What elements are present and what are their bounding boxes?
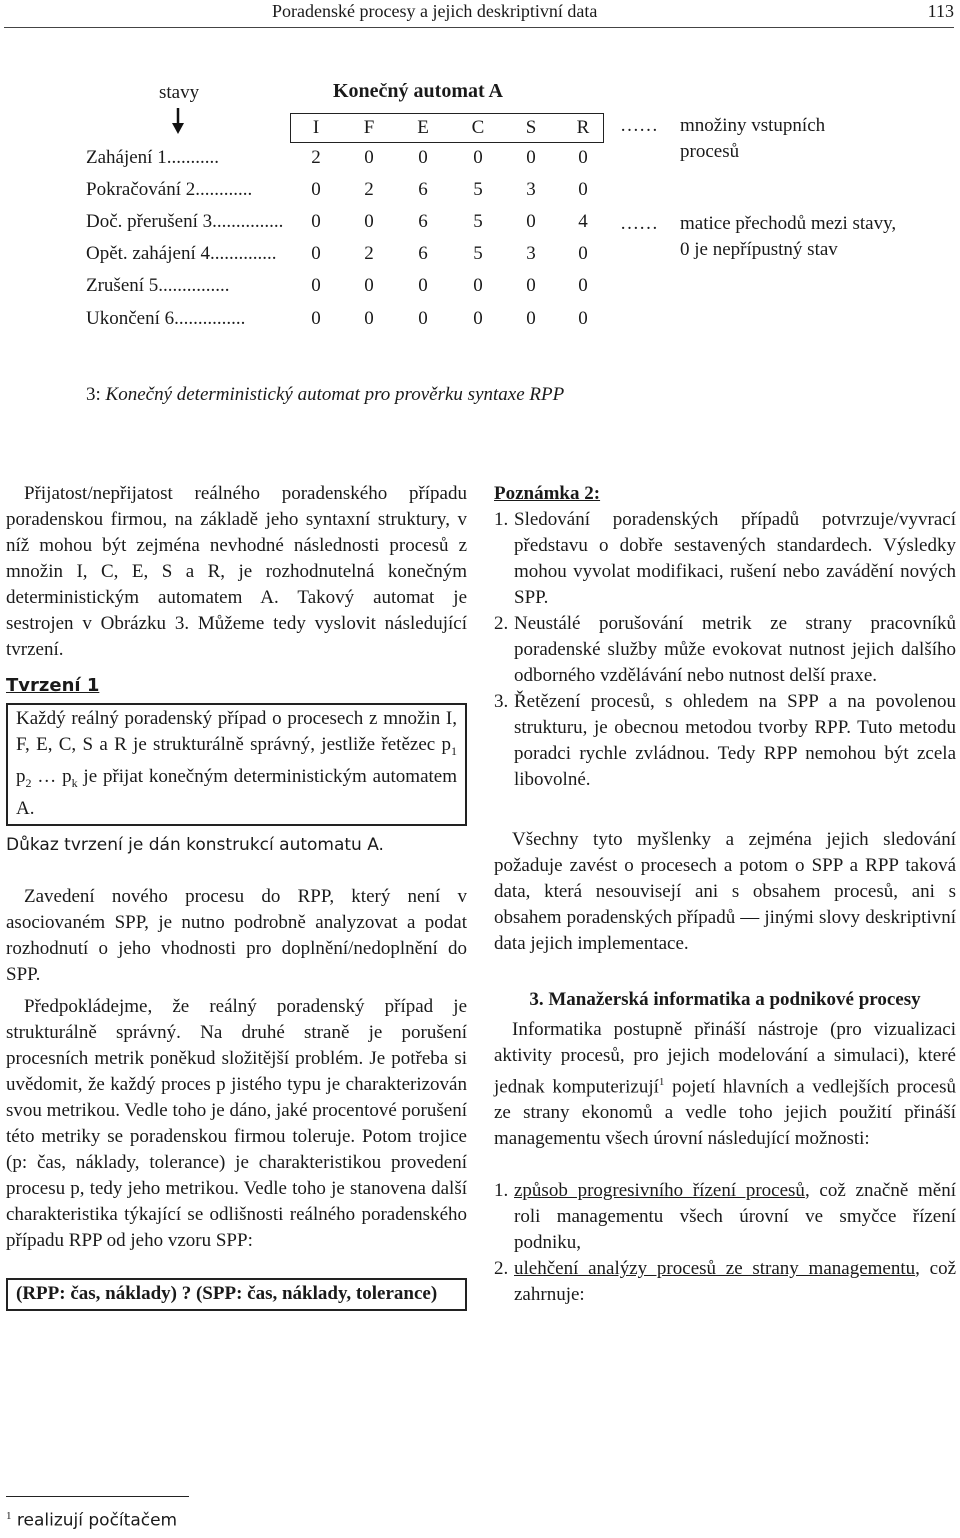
matrix-cell: 5: [473, 179, 483, 200]
matrix-cell: 5: [473, 211, 483, 232]
matrix-cell: 0: [526, 275, 536, 296]
footnote-rule: [6, 1496, 189, 1497]
subscript: 2: [25, 775, 32, 790]
footnote-number: 1: [6, 1510, 12, 1522]
matrix-cell: 5: [473, 243, 483, 264]
list-rest: , což zahrnuje:: [514, 1258, 957, 1306]
matrix-cell: 2: [364, 243, 374, 264]
caption-text: Konečný deterministický automat pro prověrku syntaxe RPP: [105, 384, 565, 405]
state-label: Pokračování 2............: [86, 179, 253, 200]
matrix-cell: 0: [473, 275, 483, 296]
formula-box: (RPP: čas, náklady) ? (SPP: čas, náklady, tolerance): [6, 1278, 467, 1311]
paragraph-text: pojetí hlavních a vedlejších procesů ze strany ekonomů a vedle toho jejich použití přináší managementu všech úrovní následující možnosti:: [494, 1076, 956, 1150]
matrix-cell: 0: [578, 275, 588, 296]
paragraph: [494, 1017, 956, 1152]
footnote-text: realizují počítačem: [16, 1510, 178, 1531]
list-text: Řetězení procesů, s ohledem na SPP a na povolenou strukturu, je obecnou metodou tvorby RPP. Tuto metodu poradci rychle zvládnou. Tedy RPP nemohou být zcela libovolné.: [514, 691, 956, 790]
footnote: [6, 1510, 177, 1531]
caption-number: 3:: [86, 384, 101, 405]
matrix-cell: 0: [473, 147, 483, 168]
matrix-cell: 2: [364, 179, 374, 200]
column-header: F: [363, 117, 375, 138]
subscript: k: [71, 775, 78, 790]
state-label: Opět. zahájení 4..............: [86, 243, 277, 264]
theorem-box: [6, 703, 467, 826]
matrix-cell: 0: [364, 275, 374, 296]
automaton-title: Konečný automat A: [333, 80, 503, 102]
matrix-cell: 3: [526, 179, 536, 200]
paragraph-text: Informatika postupně přináší nástroje (pro vizualizaci aktivity procesů, pro jejich modelování a simulaci), které jednak komputerizují: [494, 1019, 956, 1098]
matrix-cell: 0: [473, 308, 483, 329]
matrix-cell: 0: [526, 211, 536, 232]
list-text: Sledování poradenských případů potvrzuje/vyvrací představu o dobře sestavených standardech. Výsledky mohou vyvolat modifikaci, rušení nebo zavádění nových SPP.: [514, 509, 956, 608]
column-header: E: [417, 117, 429, 138]
note-dots: ……: [620, 115, 658, 136]
list-text: [514, 1256, 956, 1308]
theorem-text: … p: [31, 765, 72, 787]
matrix-cell: 0: [311, 179, 321, 200]
states-label: stavy: [159, 82, 200, 103]
paragraph: Všechny tyto myšlenky a zejména jejich sledování požaduje zavést o procesech a potom o SPP a RPP taková data, která nesouvisejí ani s obsahem procesů, ani s obsahem poradenských případů — jinými slovy deskriptivní data jejich implementace.: [494, 829, 956, 954]
list-item: [494, 1178, 956, 1256]
note-matrix: matice přechodů mezi stavy, 0 je nepřípustný stav: [680, 213, 897, 260]
underlined-term: ulehčení analýzy procesů ze strany managementu: [514, 1258, 916, 1280]
state-label: Zrušení 5...............: [86, 275, 230, 296]
list-item: [494, 507, 956, 611]
matrix-cell: 0: [418, 275, 428, 296]
underlined-term: způsob progresivního řízení procesů: [514, 1180, 805, 1202]
theorem: [6, 673, 467, 858]
paragraph: Předpokládejme, že reálný poradenský případ je strukturálně správný. Na druhé straně je porušení procesních metrik poněkud složitější problém. Je potřeba si uvědomit, že každý proces p jistého typu je charakterizován svou metrikou. Vedle toho je dáno, jaké procentové porušení této metriky se poradenskou firmou toleruje. Potom trojice (p: čas, náklady, tolerance) je charakteristikou provedení procesu p, tedy jeho metrikou. Vedle toho je stanovena další charakteristika týkající se odlišnosti reálného poradenského případu RPP od jeho vzoru SPP:: [6, 995, 467, 1251]
column-header: C: [471, 117, 485, 138]
list-text: Neustálé porušování metrik ze strany pracovníků poradenské služby může evokovat nutnost jejich dalšího odborného vzdělávání nebo nutnost delší praxe.: [514, 613, 956, 686]
matrix-cell: 6: [418, 211, 428, 232]
state-label: Zahájení 1...........: [86, 147, 219, 168]
list-number: 1.: [494, 509, 509, 530]
page-number: 113: [927, 1, 954, 21]
matrix-cell: 0: [578, 147, 588, 168]
subscript: 1: [451, 743, 457, 758]
header-title: Poradenské procesy a jejich deskriptivní data: [272, 1, 598, 21]
list-item: [494, 1256, 956, 1308]
list-item: [494, 689, 956, 793]
matrix-cell: 0: [578, 243, 588, 264]
theorem-text: Každý reálný poradenský případ o procesech z množin I, F, E, C, S a R je strukturálně správný, jestliže řetězec p: [16, 708, 457, 755]
state-label: Ukončení 6...............: [86, 308, 246, 329]
list-rest: , což značně mění roli managementu všech úrovní ve smyčce řízení podniku,: [514, 1180, 956, 1254]
matrix-cell: 2: [311, 147, 321, 168]
list-item: [494, 611, 956, 689]
theorem-text: p: [16, 765, 26, 787]
note-heading: Poznámka 2:: [494, 483, 601, 504]
arrow-down-icon: [171, 108, 185, 134]
matrix-cell: 3: [526, 243, 536, 264]
note-inputs: množiny vstupních procesů: [680, 115, 826, 162]
matrix-cell: 0: [578, 179, 588, 200]
matrix-cell: 0: [418, 308, 428, 329]
matrix-cell: 0: [364, 308, 374, 329]
running-header: [4, 0, 954, 28]
list-number: 3.: [494, 691, 509, 712]
possibilities-list: [494, 1178, 956, 1308]
list-number: 1.: [494, 1180, 509, 1202]
matrix-cell: 0: [364, 147, 374, 168]
list-text: [514, 1178, 956, 1256]
paragraph: Zavedení nového procesu do RPP, který není v asociovaném SPP, je nutno podrobně analyzovat a podat rozhodnutí o jeho vhodnosti pro doplnění/nedoplnění do SPP.: [6, 885, 467, 985]
matrix-cell: 0: [526, 147, 536, 168]
matrix-cell: 0: [311, 275, 321, 296]
theorem-heading: Tvrzení 1: [6, 675, 100, 696]
state-label: Doč. přerušení 3...............: [86, 211, 284, 232]
theorem-text: je přijat konečným deterministickým automatem A.: [16, 765, 458, 819]
matrix-cell: 0: [311, 308, 321, 329]
list-number: 2.: [494, 613, 509, 634]
matrix-cell: 6: [418, 243, 428, 264]
column-header: S: [525, 117, 537, 138]
matrix-cell: 0: [311, 243, 321, 264]
matrix-cell: 0: [364, 211, 374, 232]
figure-caption: [86, 384, 564, 406]
right-column: [494, 481, 956, 1308]
left-column: [6, 481, 467, 1311]
proof-line: Důkaz tvrzení je dán konstrukcí automatu A.: [6, 834, 384, 855]
column-header: I: [312, 117, 320, 138]
column-header: R: [576, 117, 590, 138]
matrix-cell: 0: [311, 211, 321, 232]
section-heading: 3. Manažerská informatika a podnikové procesy: [529, 989, 921, 1010]
matrix-cell: 4: [578, 211, 588, 232]
column-header-row: [290, 113, 604, 143]
footnote-ref: 1: [658, 1076, 665, 1088]
list-number: 2.: [494, 1258, 509, 1280]
note-dots: ……: [620, 213, 658, 234]
matrix-cell: 0: [418, 147, 428, 168]
paragraph: Přijatost/nepřijatost reálného poradenského případu poradenskou firmou, na základě jeho syntaxní struktury, v níž mohou být zejména nevhodné následnosti procesů z množin I, C, E, S a R, je rozhodnutelná konečným deterministickým automatem A. Takový automat je sestrojen v Obrázku 3. Můžeme tedy vyslovit následující tvrzení.: [6, 483, 467, 660]
matrix-cell: 0: [526, 308, 536, 329]
matrix-cell: 0: [578, 308, 588, 329]
matrix-cell: 6: [418, 179, 428, 200]
